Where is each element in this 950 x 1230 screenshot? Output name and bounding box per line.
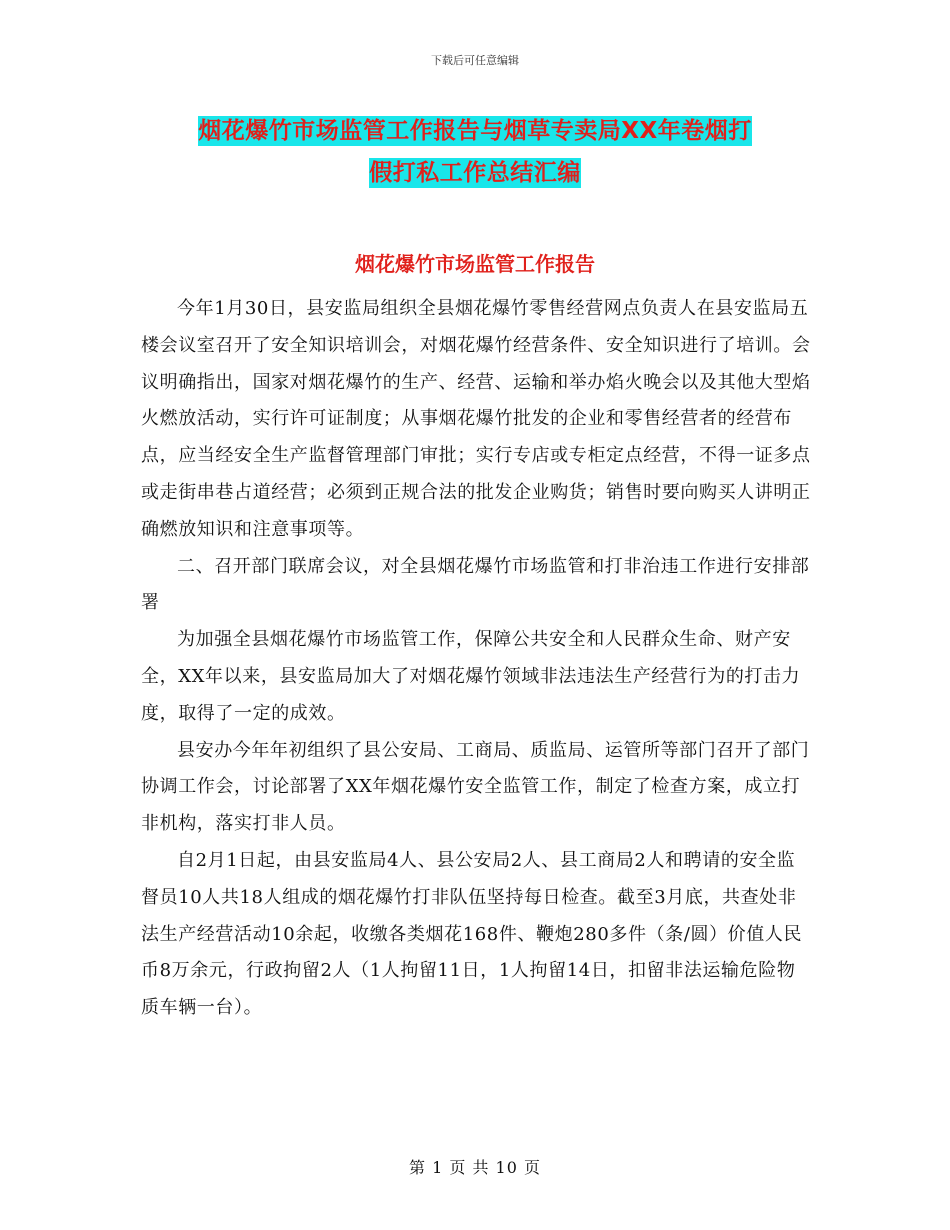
- section-title: 烟花爆竹市场监管工作报告: [355, 252, 595, 276]
- paragraph: 二、召开部门联席会议，对全县烟花爆竹市场监管和打非治违工作进行安排部署: [141, 555, 810, 614]
- document-title-line-2: 假打私工作总结汇编: [369, 160, 581, 186]
- document-title: [150, 110, 800, 194]
- page-number: 第 1 页 共 10 页: [409, 1158, 541, 1177]
- header-note: 下载后可任意编辑: [431, 54, 519, 67]
- paragraph: 为加强全县烟花爆竹市场监管工作，保障公共安全和人民群众生命、财产安全，XX年以来，县安监局加大了对烟花爆竹领域非法违法生产经营行为的打击力度，取得了一定的成效。: [141, 629, 801, 724]
- document-title-line-1: 烟花爆竹市场监管工作报告与烟草专卖局XX年卷烟打: [198, 118, 752, 144]
- document-body: [141, 291, 813, 1027]
- paragraph: 自2月1日起，由县安监局4人、县公安局2人、县工商局2人和聘请的安全监督员10人共18人组成的烟花爆竹打非队伍坚持每日检查。截至3月底，共查处非法生产经营活动10余起，收缴各类烟花168件、鞭炮280多件（条/圆）价值人民币8万余元，行政拘留2人（1人拘留11日，1人拘留14日，扣留非法运输危险物质车辆一台）。: [141, 849, 803, 1019]
- paragraph: 今年1月30日，县安监局组织全县烟花爆竹零售经营网点负责人在县安监局五楼会议室召开了安全知识培训会，对烟花爆竹经营条件、安全知识进行了培训。会议明确指出，国家对烟花爆竹的生产、经营、运输和举办焰火晚会以及其他大型焰火燃放活动，实行许可证制度；从事烟花爆竹批发的企业和零售经营者的经营布点，应当经安全生产监督管理部门审批；实行专店或专柜定点经营，不得一证多点或走街串巷占道经营；必须到正规合法的批发企业购货；销售时要向购买人讲明正确燃放知识和注意事项等。: [141, 298, 811, 540]
- paragraph: 县安办今年年初组织了县公安局、工商局、质监局、运管所等部门召开了部门协调工作会，讨论部署了XX年烟花爆竹安全监管工作，制定了检查方案，成立打非机构，落实打非人员。: [141, 739, 810, 835]
